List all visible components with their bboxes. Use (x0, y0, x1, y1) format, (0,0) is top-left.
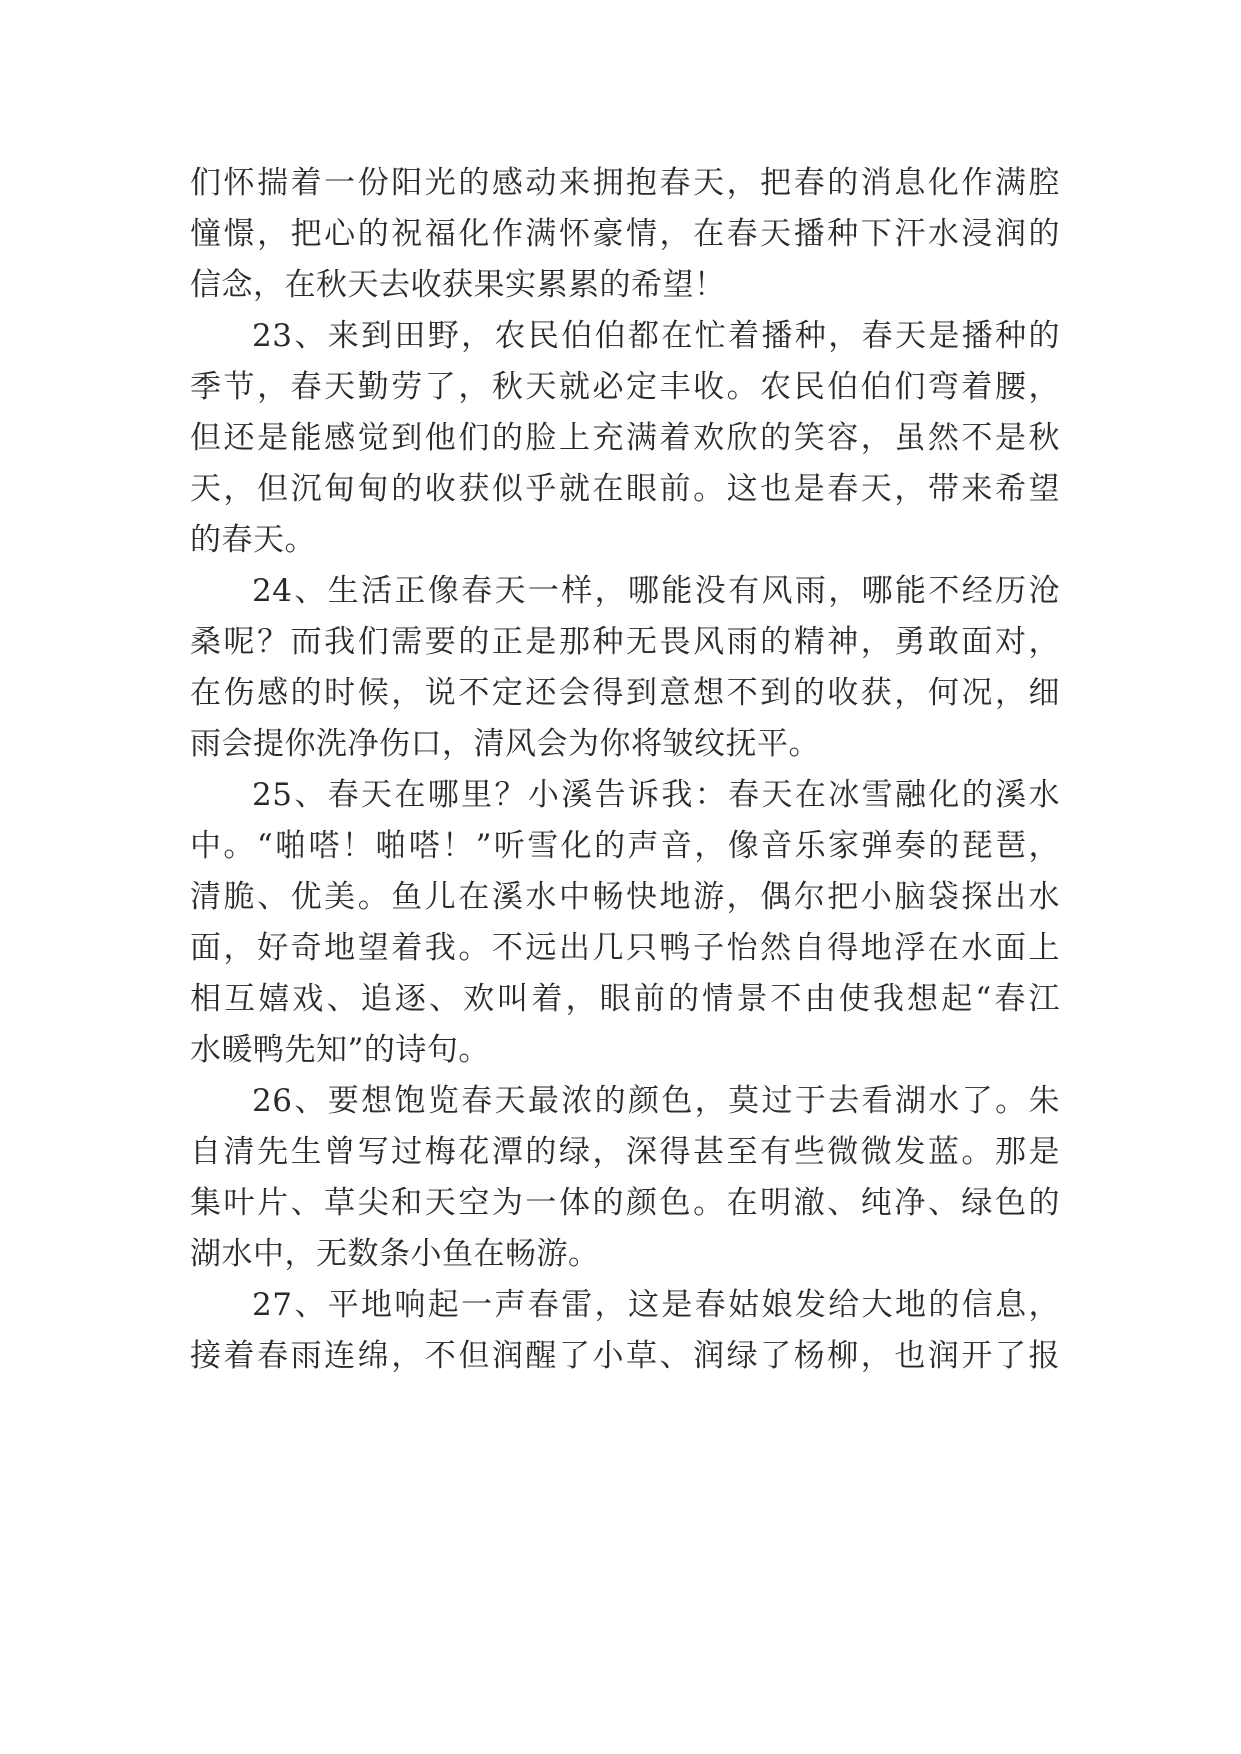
text-line: 水暖鸭先知”的诗句。 (190, 1032, 490, 1068)
text-line: 集叶片、草尖和天空为一体的颜色。在明澈、纯净、绿色的 (190, 1185, 1060, 1221)
document-body (190, 158, 1060, 1382)
text-line: 天，但沉甸甸的收获似乎就在眼前。这也是春天，带来希望 (190, 471, 1060, 507)
paragraph-start-23: 23、来到田野，农民伯伯都在忙着播种，春天是播种的 (252, 318, 1060, 354)
text-line: 信念，在秋天去收获果实累累的希望！ (190, 267, 726, 303)
text-line: 接着春雨连绵，不但润醒了小草、润绿了杨柳，也润开了报 (190, 1338, 1060, 1374)
text-line: 湖水中，无数条小鱼在畅游。 (190, 1236, 600, 1272)
paragraph-start-27: 27、平地响起一声春雷，这是春姑娘发给大地的信息， (252, 1287, 1060, 1323)
text-line: 桑呢？而我们需要的正是那种无畏风雨的精神，勇敢面对， (190, 624, 1060, 660)
text-line: 们怀揣着一份阳光的感动来拥抱春天，把春的消息化作满腔 (190, 165, 1060, 201)
text-line: 中。“啪嗒！啪嗒！”听雪化的声音，像音乐家弹奏的琵琶， (190, 828, 1060, 864)
text-line: 季节，春天勤劳了，秋天就必定丰收。农民伯伯们弯着腰， (190, 369, 1060, 405)
paragraph-start-26: 26、要想饱览春天最浓的颜色，莫过于去看湖水了。朱 (252, 1083, 1060, 1119)
text-line: 相互嬉戏、追逐、欢叫着，眼前的情景不由使我想起“春江 (190, 981, 1060, 1017)
text-line: 憧憬，把心的祝福化作满怀豪情，在春天播种下汗水浸润的 (190, 216, 1060, 252)
text-line: 但还是能感觉到他们的脸上充满着欢欣的笑容，虽然不是秋 (190, 420, 1060, 456)
text-line: 清脆、优美。鱼儿在溪水中畅快地游，偶尔把小脑袋探出水 (190, 879, 1060, 915)
paragraph-start-24: 24、生活正像春天一样，哪能没有风雨，哪能不经历沧 (252, 573, 1060, 609)
paragraph-start-25: 25、春天在哪里？小溪告诉我：春天在冰雪融化的溪水 (252, 777, 1060, 813)
text-line: 雨会提你洗净伤口，清风会为你将皱纹抚平。 (190, 726, 820, 762)
text-line: 在伤感的时候，说不定还会得到意想不到的收获，何况，细 (190, 675, 1060, 711)
text-line: 的春天。 (190, 522, 316, 558)
text-line: 面，好奇地望着我。不远出几只鸭子怡然自得地浮在水面上 (190, 930, 1060, 966)
text-line: 自清先生曾写过梅花潭的绿，深得甚至有些微微发蓝。那是 (190, 1134, 1060, 1170)
